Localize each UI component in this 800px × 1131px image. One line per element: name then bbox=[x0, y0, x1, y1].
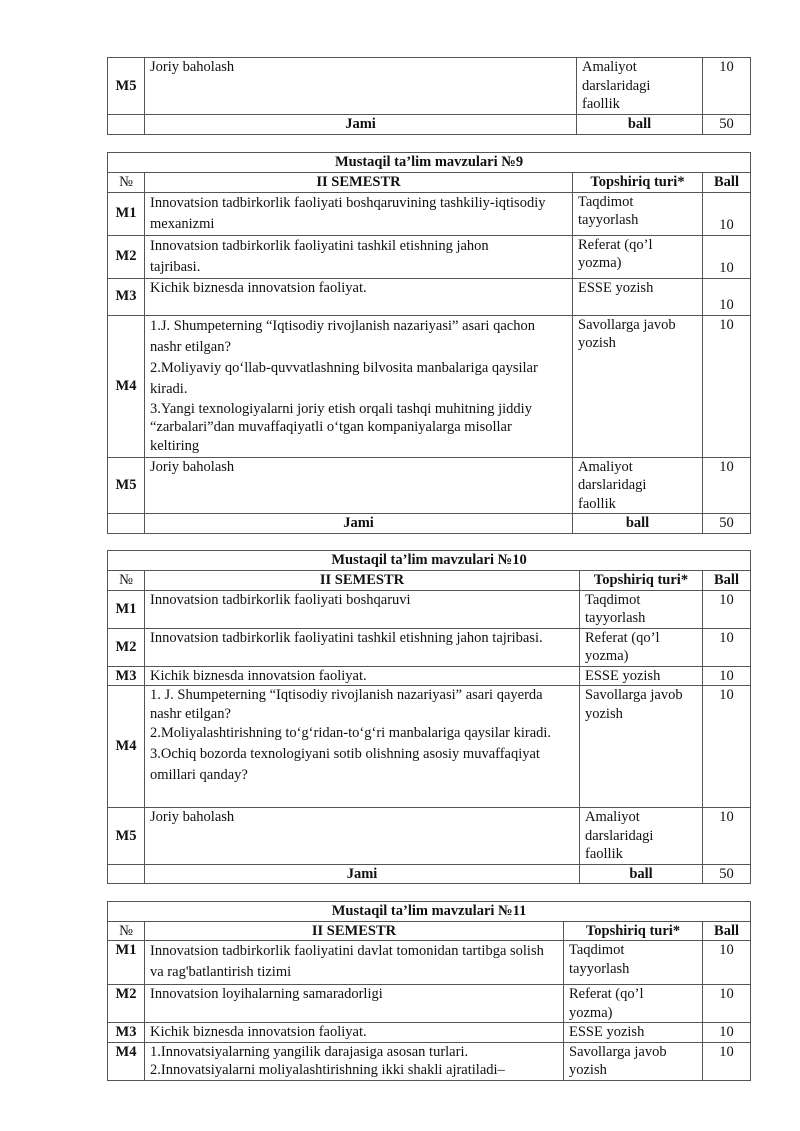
table-row bbox=[108, 808, 751, 865]
table-title: Mustaqil ta’lim mavzulari №11 bbox=[108, 902, 751, 922]
table-header-row bbox=[108, 173, 751, 193]
total-row bbox=[108, 864, 751, 884]
row-topic: Kichik biznesda innovatsion faoliyat. bbox=[145, 1023, 564, 1043]
total-value: 50 bbox=[703, 115, 751, 135]
row-type: Taqdimot tayyorlash bbox=[564, 941, 703, 985]
table-11 bbox=[107, 901, 751, 1081]
row-points: 10 bbox=[703, 192, 751, 235]
row-type: Taqdimot tayyorlash bbox=[573, 192, 703, 235]
row-code: M1 bbox=[108, 192, 145, 235]
row-type: Referat (qo’l yozma) bbox=[564, 985, 703, 1023]
total-value: 50 bbox=[703, 514, 751, 534]
table-row bbox=[108, 1042, 751, 1080]
question-1: 1.Innovatsiyalarning yangilik darajasiga asosan turlari. bbox=[150, 1043, 469, 1060]
row-type: ESSE yozish bbox=[580, 666, 703, 686]
header-semester: II SEMESTR bbox=[145, 921, 564, 941]
row-topic: Innovatsion loyihalarning samaradorligi bbox=[145, 985, 564, 1023]
question-2: 2.Innovatsiyalarni moliyalashtirishning ikki shakli ajratiladi– bbox=[150, 1062, 505, 1078]
question-3: 3.Ochiq bozorda texnologiyani sotib olishning asosiy muvaffaqiyat omillari qanday? bbox=[150, 746, 540, 783]
header-no: № bbox=[108, 921, 145, 941]
row-type: Referat (qo’l yozma) bbox=[580, 628, 703, 666]
row-topic: Kichik biznesda innovatsion faoliyat. bbox=[145, 278, 573, 315]
row-code: M2 bbox=[108, 628, 145, 666]
table-header-row bbox=[108, 921, 751, 941]
table-row bbox=[108, 1023, 751, 1043]
question-1: 1.J. Shumpeterning “Iqtisodiy rivojlanish nazariyasi” asari qachon nashr etilgan? bbox=[150, 317, 535, 355]
table-row bbox=[108, 628, 751, 666]
question-3: 3.Yangi texnologiyalarni joriy etish orqali tashqi muhitning jiddiy “zarbalari”dan muvaffaqiyatli o‘tgan kompaniyalarga misollar keltiring bbox=[150, 400, 532, 454]
row-code: M4 bbox=[108, 315, 145, 457]
header-ball: Ball bbox=[703, 173, 751, 193]
row-points: 10 bbox=[703, 628, 751, 666]
table-title-row bbox=[108, 551, 751, 571]
row-questions bbox=[145, 315, 573, 457]
row-points: 10 bbox=[703, 985, 751, 1023]
row-points: 10 bbox=[703, 941, 751, 985]
row-type: Amaliyot darslaridagi faollik bbox=[580, 808, 703, 865]
total-label: Jami bbox=[145, 514, 573, 534]
row-points: 10 bbox=[703, 808, 751, 865]
row-questions bbox=[145, 1042, 564, 1080]
row-points: 10 bbox=[703, 58, 751, 115]
row-topic: Innovatsion tadbirkorlik faoliyati boshqaruvining tashkiliy-iqtisodiy mexanizmi bbox=[145, 192, 573, 235]
row-topic: Joriy baholash bbox=[145, 808, 580, 865]
row-code: M4 bbox=[108, 1042, 145, 1080]
row-points: 10 bbox=[703, 590, 751, 628]
header-type: Topshiriq turi* bbox=[564, 921, 703, 941]
total-row bbox=[108, 514, 751, 534]
table-row bbox=[108, 192, 751, 235]
top-table bbox=[107, 57, 751, 135]
row-code: M5 bbox=[108, 58, 145, 115]
total-unit: ball bbox=[580, 864, 703, 884]
question-2: 2.Moliyalashtirishning to‘g‘ridan-to‘g‘ri manbalariga qaysilar kiradi. bbox=[150, 725, 552, 741]
row-topic: Innovatsion tadbirkorlik faoliyatini tashkil etishning jahon tajribasi. bbox=[145, 628, 580, 666]
row-points: 10 bbox=[703, 686, 751, 808]
table-title: Mustaqil ta’lim mavzulari №9 bbox=[108, 153, 751, 173]
row-code: M1 bbox=[108, 590, 145, 628]
row-topic: Joriy baholash bbox=[145, 58, 577, 115]
table-header-row bbox=[108, 571, 751, 591]
table-row bbox=[108, 457, 751, 514]
row-code: M3 bbox=[108, 278, 145, 315]
table-row bbox=[108, 941, 751, 985]
table-title-row bbox=[108, 153, 751, 173]
row-points: 10 bbox=[703, 235, 751, 278]
table-row bbox=[108, 235, 751, 278]
header-no: № bbox=[108, 173, 145, 193]
table-row bbox=[108, 985, 751, 1023]
total-unit: ball bbox=[577, 115, 703, 135]
table-title: Mustaqil ta’lim mavzulari №10 bbox=[108, 551, 751, 571]
row-type: ESSE yozish bbox=[564, 1023, 703, 1043]
row-code: M1 bbox=[108, 941, 145, 985]
row-code: M3 bbox=[108, 1023, 145, 1043]
row-type: Savollarga javob yozish bbox=[564, 1042, 703, 1080]
row-code: M5 bbox=[108, 457, 145, 514]
row-type: Amaliyot darslaridagi faollik bbox=[577, 58, 703, 115]
table-row bbox=[108, 666, 751, 686]
table-row bbox=[108, 315, 751, 457]
total-label: Jami bbox=[145, 864, 580, 884]
row-points: 10 bbox=[703, 1042, 751, 1080]
header-no: № bbox=[108, 571, 145, 591]
table-9 bbox=[107, 152, 751, 534]
row-topic: Innovatsion tadbirkorlik faoliyatini davlat tomonidan tartibga solish va rag'batlantirish tizimi bbox=[145, 941, 564, 985]
row-topic: Innovatsion tadbirkorlik faoliyatini tashkil etishning jahon tajribasi. bbox=[145, 235, 573, 278]
total-row bbox=[108, 115, 751, 135]
row-type: Amaliyot darslaridagi faollik bbox=[573, 457, 703, 514]
header-ball: Ball bbox=[703, 571, 751, 591]
row-code: M3 bbox=[108, 666, 145, 686]
table-row bbox=[108, 590, 751, 628]
header-semester: II SEMESTR bbox=[145, 571, 580, 591]
header-ball: Ball bbox=[703, 921, 751, 941]
header-type: Topshiriq turi* bbox=[573, 173, 703, 193]
row-type: Savollarga javob yozish bbox=[573, 315, 703, 457]
row-code: M2 bbox=[108, 985, 145, 1023]
question-2: 2.Moliyaviy qo‘llab-quvvatlashning bilvosita manbalariga qaysilar kiradi. bbox=[150, 359, 538, 397]
row-points: 10 bbox=[703, 666, 751, 686]
row-points: 10 bbox=[703, 1023, 751, 1043]
total-unit: ball bbox=[573, 514, 703, 534]
table-row bbox=[108, 686, 751, 808]
row-type: ESSE yozish bbox=[573, 278, 703, 315]
total-value: 50 bbox=[703, 864, 751, 884]
row-topic: Joriy baholash bbox=[145, 457, 573, 514]
row-points: 10 bbox=[703, 457, 751, 514]
row-points: 10 bbox=[703, 315, 751, 457]
row-questions bbox=[145, 686, 580, 808]
row-topic: Kichik biznesda innovatsion faoliyat. bbox=[145, 666, 580, 686]
row-type: Taqdimot tayyorlash bbox=[580, 590, 703, 628]
row-type: Savollarga javob yozish bbox=[580, 686, 703, 808]
header-semester: II SEMESTR bbox=[145, 173, 573, 193]
total-label: Jami bbox=[145, 115, 577, 135]
table-10 bbox=[107, 550, 751, 884]
row-topic: Innovatsion tadbirkorlik faoliyati boshqaruvi bbox=[145, 590, 580, 628]
question-1: 1. J. Shumpeterning “Iqtisodiy rivojlanish nazariyasi” asari qayerda nashr etilgan? bbox=[150, 687, 543, 722]
table-title-row bbox=[108, 902, 751, 922]
header-type: Topshiriq turi* bbox=[580, 571, 703, 591]
row-points: 10 bbox=[703, 278, 751, 315]
row-code: M2 bbox=[108, 235, 145, 278]
table-row bbox=[108, 58, 751, 115]
row-type: Referat (qo’l yozma) bbox=[573, 235, 703, 278]
table-row bbox=[108, 278, 751, 315]
row-code: M4 bbox=[108, 686, 145, 808]
row-code: M5 bbox=[108, 808, 145, 865]
